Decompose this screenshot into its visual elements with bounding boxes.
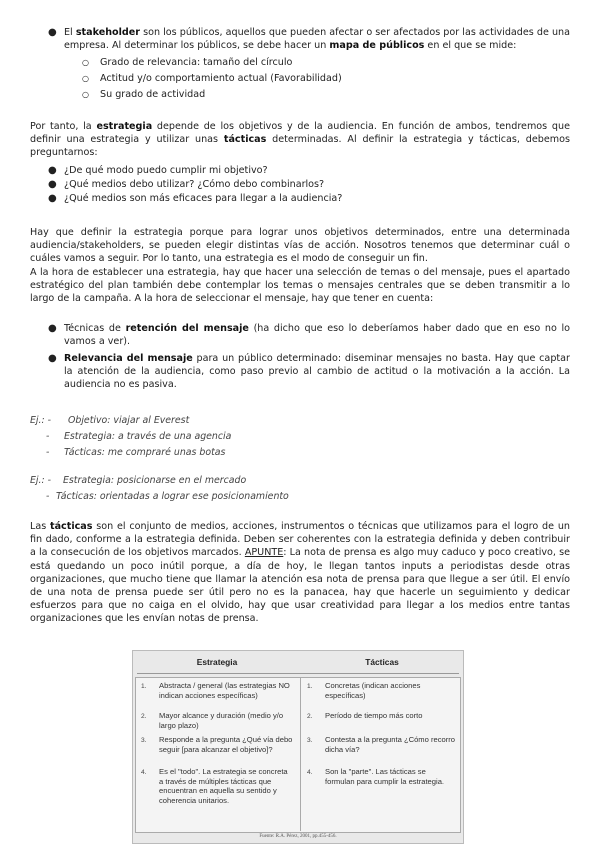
table-cell: Mayor alcance y duración (medio y/o largo plazo) [159,711,284,730]
example-line: Estrategia: a través de una agencia [64,431,232,442]
circle-bullet-icon: ○ [82,74,89,83]
question-item [48,178,548,191]
underlined-note: APUNTE [244,547,284,559]
table-cell: Abstracta / general (las estrategias NO indican acciones específicas) [159,681,290,700]
question-text: ¿Qué medios son más eficaces para llegar a la audiencia? [64,193,343,204]
example-dash: - [46,431,50,442]
message-bullet-text [64,352,570,392]
define-strategy-paragraph: Hay que definir la estrategia porque para lograr unos objetivos determinados, entre una determinada audiencia/stakeholders, se pueden elegir distintas vías de acción. Nosotros tenemos que determinar cuál o cuáles vamos a seguir. Por lo tanto, una estrategia es el modo de conseguir un fin. [30,227,570,265]
row-number: 2. [307,713,313,720]
question-text: ¿Qué medios debo utilizar? ¿Cómo debo combinarlos? [64,179,325,190]
message-bullet [48,352,570,392]
text-span: (ha dicho que eso lo deberíamos haber dado que en eso no lo vamos a ver). [64,323,570,348]
sub-item [82,56,482,69]
table-cell: Concretas (indican acciones específicas) [325,681,421,700]
bold-term: stakeholder [75,27,141,38]
table-header-tactics: Tácticas [365,657,399,667]
bullet-dot: ● [48,193,57,204]
text-span: Las [30,521,50,532]
circle-bullet-icon: ○ [82,58,89,67]
table-header-strategy: Estrategia [196,657,238,667]
text-span: Técnicas de [64,323,126,334]
table-cell: Es el "todo". La estrategia se concreta a través de múltiples tácticas que encuentran en aquella su sentido y coherencia unitarios. [159,767,288,805]
question-item [48,192,548,205]
strategy-tactics-table [132,650,464,844]
text-span: son los públicos, aquellos que pueden afectar o ser afectados por las actividades de una empresa. Al determinar los públicos, se debe hacer un [64,27,570,52]
message-bullet [48,322,570,348]
tactics-paragraph [30,520,570,626]
sub-item-text: Su grado de actividad [100,89,206,100]
text-span: son el conjunto de medios, acciones, instrumentos o técnicas que utilizamos para el logro de un fin dado, conforme a la estrategia definida. Deben ser coherentes con la estrategia definida y deben contribuir a la consecución de los objetivos marcados. [30,521,570,559]
text-span: para un público determinado: diseminar mensajes no basta. Hay que captar la atención de la audiencia, como paso previo al cambio de actitud o la motivación a la acción. La audiencia no es pasiva. [64,353,570,391]
example-line: Tácticas: orientadas a lograr ese posicionamiento [56,491,289,502]
table-source: Fuente: R.A. Pérez, 2001, pp.455-456. [259,834,337,839]
bold-term: estrategia [96,121,153,132]
bullet-dot: ● [48,179,57,190]
bullet-dot: ● [48,353,57,364]
example-dash: - [46,447,50,458]
text-span: determinadas. Al definir la estrategia y tácticas, debemos preguntarnos: [30,134,570,159]
table-cell: Son la "parte". Las tácticas se formulan para cumplir la estrategia. [325,767,445,786]
header-divider [137,673,459,674]
question-text: ¿De qué modo puedo cumplir mi objetivo? [64,165,268,176]
bullet-dot: ● [48,165,57,176]
table-cell: Período de tiempo más corto [325,711,423,720]
row-number: 3. [307,737,313,744]
example-line: Tácticas: me compraré unas botas [64,447,226,458]
stakeholder-text [64,26,570,52]
row-number: 1. [307,683,313,690]
stakeholder-bullet [48,26,570,52]
example-dash: - [46,491,50,502]
text-span: depende de los objetivos y de la audiencia. En función de ambos, tendremos que definir una estrategia y utilizar unas [30,121,570,146]
bold-term: mapa de públicos [329,40,425,52]
circle-bullet-icon: ○ [82,90,89,99]
column-divider [300,677,301,831]
example-line: Objetivo: viajar al Everest [68,415,190,426]
sub-item [82,72,482,85]
sub-item [82,88,482,101]
sub-item-text: Actitud y/o comportamiento actual (Favorabilidad) [100,73,342,84]
sub-item-text: Grado de relevancia: tamaño del círculo [100,57,293,68]
text-span: : La nota de prensa es algo muy caduco y poco creativo, se está quedando un poco inútil porque, a día de hoy, le llegan tantos inputs a periodistas desde otras organizaciones, que mucho tiene que llamar la atención esa nota de prensa para que llegue a ser útil. El envío de una nota de prensa puede ser útil pero no es la panacea, hay que hacerle un seguimiento y dedicar esfuerzos para que no caiga en el olvido, hay que usar creatividad para llegar a los medios entre tantas organizaciones que les envían notas de prensa. [30,547,570,625]
bold-term: tácticas [50,521,93,532]
table-cell: Contesta a la pregunta ¿Cómo recorro dicha vía? [325,735,456,754]
text-span: El [64,27,76,38]
table-body [135,677,461,833]
bold-term: Relevancia del mensaje [64,353,193,364]
text-span: en el que se mide: [424,40,517,52]
row-number: 3. [141,737,147,744]
row-number: 4. [141,769,147,776]
example-label: Ej.: - [30,415,52,426]
row-number: 2. [141,713,147,720]
question-item [48,164,548,177]
table-cell: Responde a la pregunta ¿Qué vía debo seguir [para alcanzar el objetivo]? [159,735,293,754]
example-label: Ej.: - [30,475,52,486]
bullet-dot: ● [48,323,57,334]
bold-term: tácticas [223,134,267,146]
bullet-dot: ● [48,27,57,38]
row-number: 4. [307,769,313,776]
message-selection-paragraph: A la hora de establecer una estrategia, hay que hacer una selección de temas o del mensaje, pues el apartado estratégico del plan también debe contemplar los temas o mensajes centrales que se deben transmitir a lo largo de la campaña. A la hora de seleccionar el mensaje, hay que tener en cuenta: [30,267,570,305]
message-bullet-text [64,322,570,348]
bold-term: retención del mensaje [125,323,249,334]
text-span: Por tanto, la [30,121,97,132]
example-line: Estrategia: posicionarse en el mercado [63,475,247,486]
strategy-paragraph [30,120,570,160]
row-number: 1. [141,683,147,690]
